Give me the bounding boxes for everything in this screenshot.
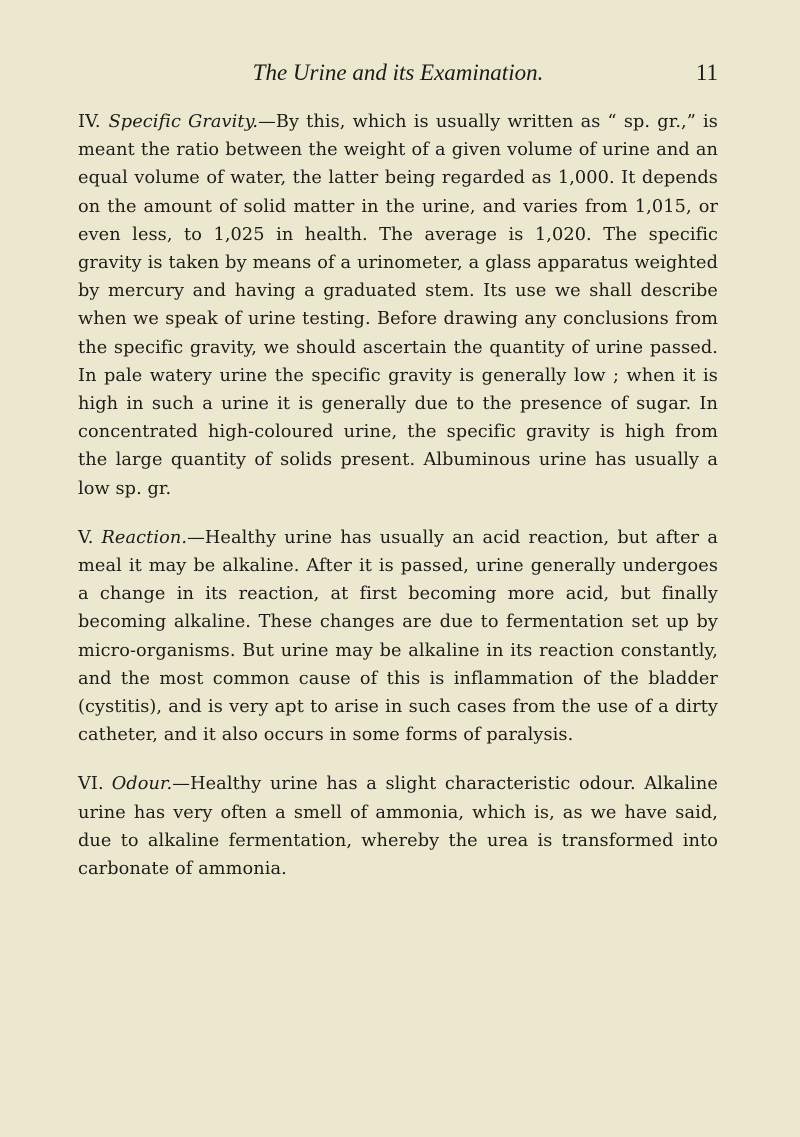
section-text: —Healthy urine has usually an acid reaction, but after a meal it may be alkaline. After it is passed, urine generally undergoes a change in its reaction, at first becoming more acid, but finally becoming alkaline. These changes are due to fermentation set up by micro-organisms. But urine may be alkaline in its reaction constantly, and the most common cause of this is inflammation of the bladder (cystitis), and is very apt to arise in such cases from the use of a dirty catheter, and it also occurs in some forms of paralysis. [78, 527, 718, 746]
section-number: IV. [78, 112, 101, 132]
section-odour [78, 770, 718, 883]
running-title: The Urine and its Examination. [252, 60, 544, 85]
running-head [78, 58, 718, 88]
section-number: V. [78, 527, 94, 548]
section-text: —Healthy urine has a slight characteristic odour. Alkaline urine has very often a smell of ammonia, which is, as we have said, due to alkaline fermentation, whereby the urea is transformed into carbonate of ammonia. [78, 774, 718, 880]
section-heading: Reaction. [101, 527, 188, 548]
section-reaction [78, 524, 718, 750]
section-text: —By this, which is usually written as “ sp. gr.,” is meant the ratio between the weight of a given volume of urine and an equal volume of water, the latter being regarded as 1,000. It depends on the amount of solid matter in the urine, and varies from 1,015, or even less, to 1,025 in health. The average is 1,020. The specific gravity is taken by means of a urinometer, a glass apparatus weighted by mercury and having a graduated stem. Its use we shall describe when we speak of urine testing. Before drawing any conclusions from the specific gravity, we should ascertain the quantity of urine passed. In pale watery urine the specific gravity is generally low ; when it is high in such a urine it is generally due to the presence of sugar. In concentrated high-coloured urine, the specific gravity is high from the large quantity of solids present. Albuminous urine has usually a low sp. gr. [78, 112, 718, 499]
section-heading: Specific Gravity. [108, 112, 259, 132]
section-number: VI. [78, 774, 104, 795]
body-text [78, 108, 718, 904]
section-specific-gravity [78, 108, 718, 503]
page-number: 11 [695, 60, 718, 85]
section-heading: Odour. [111, 774, 173, 795]
